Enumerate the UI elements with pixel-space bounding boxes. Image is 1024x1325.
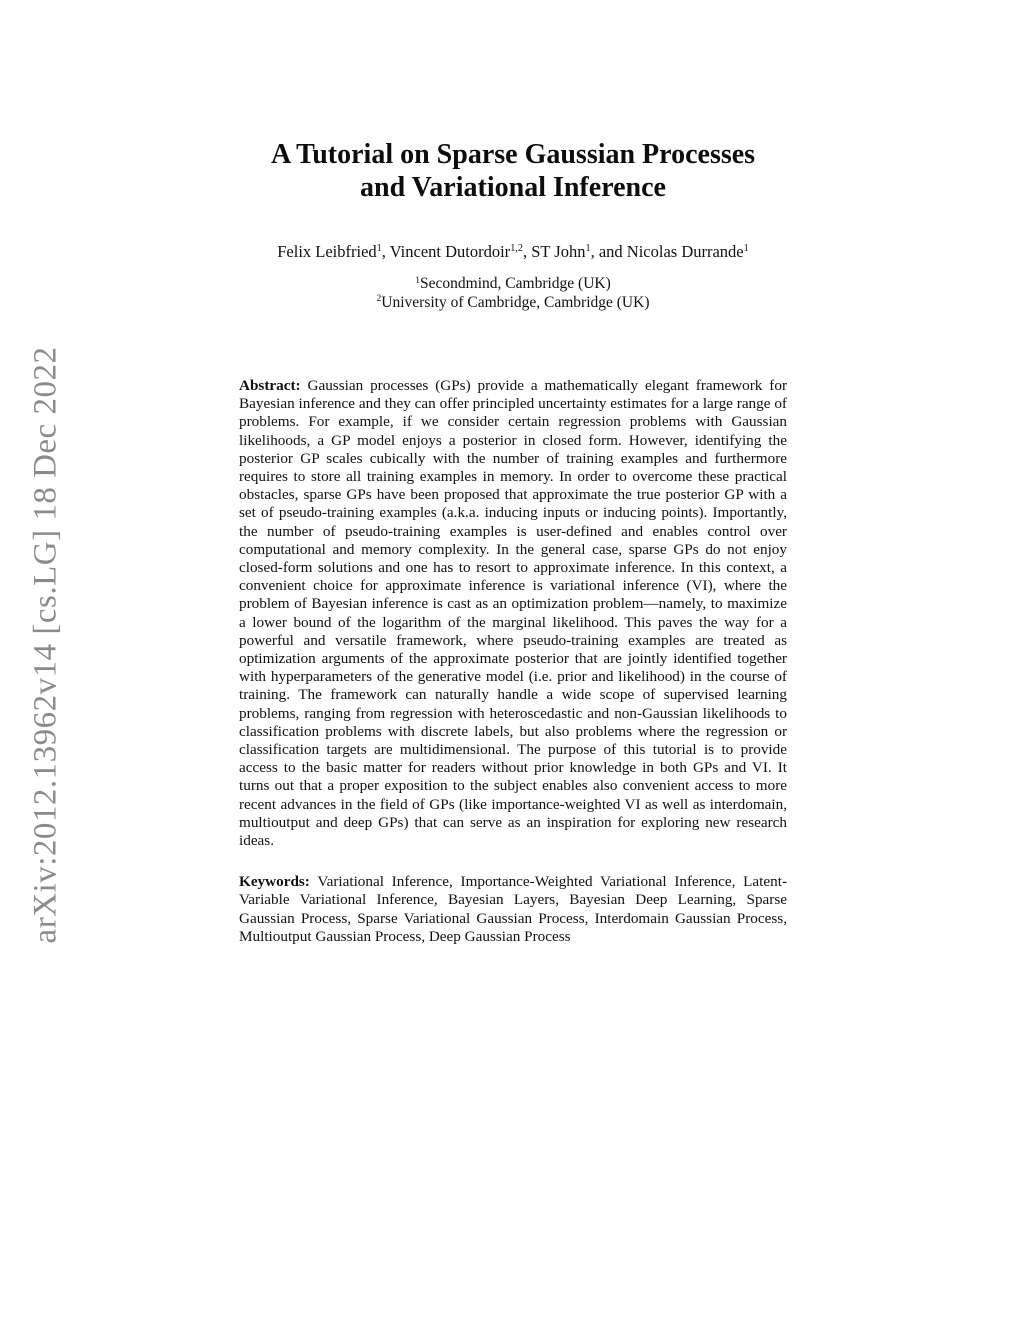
author-name: ST John [531, 242, 586, 261]
author-line [239, 242, 787, 262]
author-separator: , [381, 242, 390, 261]
abstract-text: Gaussian processes (GPs) provide a mathematically elegant framework for Bayesian inference and they can offer principled uncertainty estimates for a large range of problems. For example, if we consider certain regression problems with Gaussian likelihoods, a GP model enjoys a posterior in closed form. However, identifying the posterior GP scales cubically with the number of training examples and furthermore requires to store all training examples in memory. In order to overcome these practical obstacles, sparse GPs have been proposed that approximate the true posterior GP with a set of pseudo-training examples (a.k.a. inducing inputs or inducing points). Importantly, the number of pseudo-training examples is user-defined and enables control over computational and memory complexity. In the general case, sparse GPs do not enjoy closed-form solutions and one has to resort to approximate inference. In this context, a convenient choice for approximate inference is variational inference (VI), where the problem of Bayesian inference is cast as an optimization problem—namely, to maximize a lower bound of the logarithm of the marginal likelihood. This paves the way for a powerful and versatile framework, where pseudo-training examples are treated as optimization arguments of the approximate posterior that are jointly identified together with hyperparameters of the generative model (i.e. prior and likelihood) in the course of training. The framework can naturally handle a wide scope of supervised learning problems, ranging from regression with heteroscedastic and non-Gaussian likelihoods to classification problems with discrete labels, but also problems where the regression or classification targets are multidimensional. The purpose of this tutorial is to provide access to the basic matter for readers without prior knowledge in both GPs and VI. It turns out that a proper exposition to the subject enables also convenient access to more recent advances in the field of GPs (like importance-weighted VI as well as interdomain, multioutput and deep GPs) that can serve as an inspiration for exploring new research ideas. [239, 377, 788, 850]
abstract-label: Abstract: [239, 377, 301, 394]
affiliation-superscript: 1 [415, 274, 421, 286]
author-separator: , [522, 242, 532, 261]
author-name: Nicolas Durrande [626, 242, 744, 261]
paper-title [239, 138, 787, 204]
arxiv-watermark: arXiv:2012.13962v14 [cs.LG] 18 Dec 2022 [27, 346, 64, 944]
paper-content [239, 0, 787, 961]
affiliation-superscript: 2 [376, 293, 382, 305]
paper-title-line2: and Variational Inference [360, 172, 666, 203]
author-superscript: 1 [585, 243, 591, 255]
author-name: Vincent Dutordoir [389, 242, 511, 261]
author-superscript: 1 [376, 243, 382, 255]
keywords-label: Keywords: [239, 873, 310, 891]
affiliation-text: University of Cambridge, Cambridge (UK) [381, 293, 650, 311]
abstract-paragraph [239, 377, 787, 850]
author-separator: , and [590, 242, 627, 261]
affiliation-line [239, 294, 787, 313]
affiliation-block [239, 275, 787, 312]
affiliation-line [239, 275, 787, 294]
keywords-text: Variational Inference, Importance-Weighted Variational Inference, Latent-Variable Variational Inference, Bayesian Layers, Bayesian Deep Learning, Sparse Gaussian Process, Sparse Variational Gaussian Process, Interdomain Gaussian Process, Multioutput Gaussian Process, Deep Gaussian Process [239, 873, 788, 945]
affiliation-text: Secondmind, Cambridge (UK) [420, 275, 611, 292]
author-name: Felix Leibfried [277, 242, 377, 261]
author-superscript: 1,2 [510, 243, 523, 255]
keywords-paragraph [239, 873, 787, 946]
paper-title-line1: A Tutorial on Sparse Gaussian Processes [270, 139, 756, 170]
author-superscript: 1 [743, 243, 749, 255]
